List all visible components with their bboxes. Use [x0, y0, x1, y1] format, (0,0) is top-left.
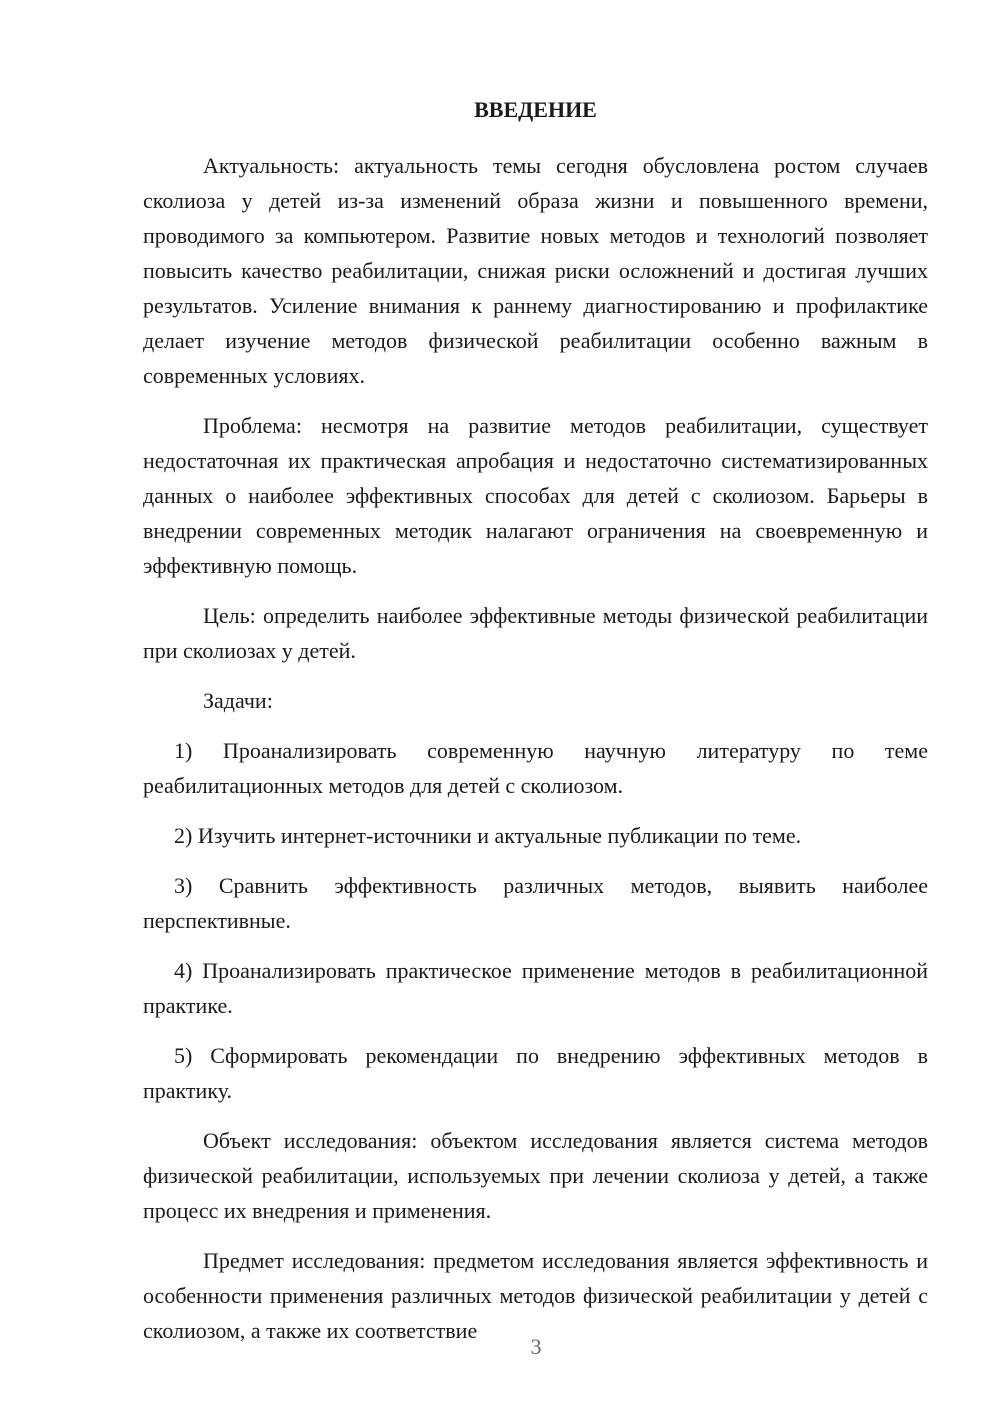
paragraph-goal: Цель: определить наиболее эффективные методы физической реабилитации при сколиозах у детей. [143, 603, 928, 663]
task-item-5: 5) Сформировать рекомендации по внедрению эффективных методов в практику. [143, 1043, 928, 1103]
paragraph-subject: Предмет исследования: предметом исследования является эффективность и особенности применения различных методов физической реабилитации у детей с сколиозом, а также их соответствие [143, 1248, 928, 1343]
task-item-4: 4) Проанализировать практическое применение методов в реабилитационной практике. [143, 958, 928, 1018]
task-item-2: 2) Изучить интернет-источники и актуальные публикации по теме. [174, 823, 802, 848]
paragraph-relevance: Актуальность: актуальность темы сегодня обусловлена ростом случаев сколиоза у детей из-за изменений образа жизни и повышенного времени, проводимого за компьютером. Развитие новых методов и технологий позволяет повысить качество реабилитации, снижая риски осложнений и достигая лучших результатов. Усиление внимания к раннему диагностированию и профилактике делает изучение методов физической реабилитации особенно важным в современных условиях. [143, 153, 928, 388]
paragraph-object: Объект исследования: объектом исследования является система методов физической реабилитации, используемых при лечении сколиоза у детей, а также процесс их внедрения и применения. [143, 1128, 928, 1223]
task-item-3: 3) Сравнить эффективность различных методов, выявить наиболее перспективные. [143, 873, 928, 933]
task-item-1: 1) Проанализировать современную научную литературу по теме реабилитационных методов для детей с сколиозом. [143, 738, 928, 798]
document-page [143, 92, 928, 1363]
paragraph-problem: Проблема: несмотря на развитие методов реабилитации, существует недостаточная их практическая апробация и недостаточно систематизированных данных о наиболее эффективных способах для детей с сколиозом. Барьеры в внедрении современных методик налагают ограничения на своевременную и эффективную помощь. [143, 413, 928, 578]
page-number: 3 [530, 1334, 542, 1359]
section-title: ВВЕДЕНИЕ [474, 97, 597, 122]
paragraph-tasks-heading: Задачи: [203, 688, 273, 713]
